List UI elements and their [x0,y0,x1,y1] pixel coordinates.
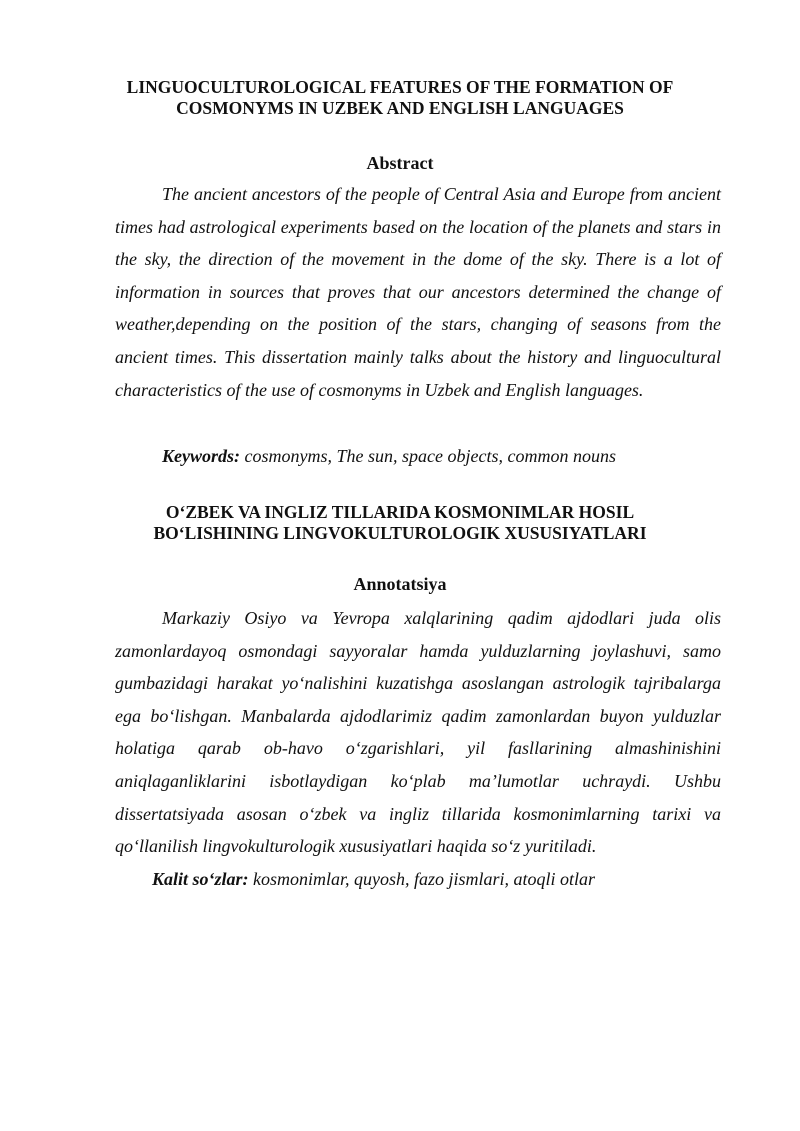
english-title [80,77,720,119]
english-title-line-2: COSMONYMS IN UZBEK AND ENGLISH LANGUAGES [176,98,624,118]
kalit-sozlar-label: Kalit so‘zlar: [152,869,249,889]
annotatsiya-heading: Annotatsiya [353,574,447,594]
keywords-label: Keywords: [162,446,240,466]
kalit-sozlar-text: kosmonimlar, quyosh, fazo jismlari, atoqli otlar [248,869,596,889]
uzbek-title [80,502,720,544]
uzbek-title-line-2: BO‘LISHINING LINGVOKULTUROLOGIK XUSUSIYATLARI [153,523,647,543]
abstract-heading: Abstract [366,153,434,173]
abstract-paragraph: The ancient ancestors of the people of Central Asia and Europe from ancient times had astrological experiments based on the location of the planets and stars in the sky, the direction of the movement in the dome of the sky. There is a lot of information in sources that proves that our ancestors determined the change of weather,depending on the position of the stars, changing of seasons from the ancient times. This dissertation mainly talks about the history and linguocultural characteristics of the use of cosmonyms in Uzbek and English languages. [115,184,721,400]
annotatsiya-paragraph: Markaziy Osiyo va Yevropa xalqlarining qadim ajdodlari juda olis zamonlardayoq osmondagi sayyoralar hamda yulduzlarning joylashuvi, samo gumbazidagi harakat yo‘nalishini kuzatishga asoslangan astrologik tajribalarga ega bo‘lishgan. Manbalarda ajdodlarimiz qadim zamonlardan buyon yulduzlar holatiga qarab ob-havo o‘zgarishlari, yil fasllarining almashinishini aniqlaganliklarini isbotlaydigan ko‘plab ma’lumotlar uchraydi. Ushbu dissertatsiyada asosan o‘zbek va ingliz tillarida kosmonimlarning tarixi va qo‘llanilish lingvokulturologik xususiyatlari haqida so‘z yuritiladi. [115,608,721,857]
keywords-text: cosmonyms, The sun, space objects, common nouns [240,446,616,466]
uzbek-keywords [152,868,712,890]
uzbek-title-line-1: O‘ZBEK VA INGLIZ TILLARIDA KOSMONIMLAR HOSIL [165,502,635,522]
english-title-line-1: LINGUOCULTUROLOGICAL FEATURES OF THE FORMATION OF [126,77,674,97]
english-keywords [162,445,722,467]
